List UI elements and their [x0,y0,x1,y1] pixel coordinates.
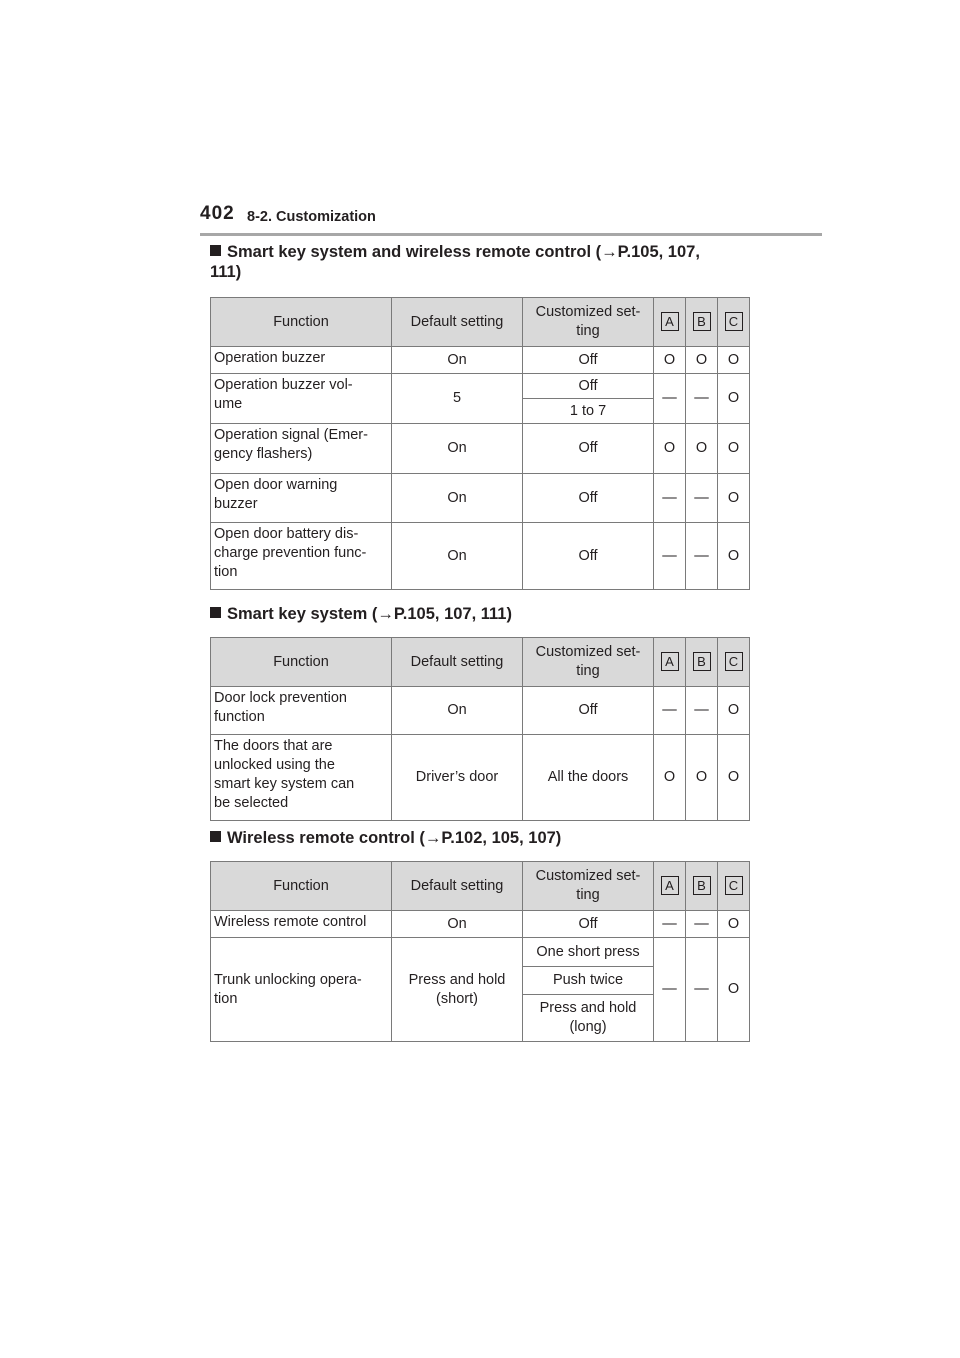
header-c [718,862,750,911]
table-row [211,938,750,967]
table-row [211,474,750,523]
cell-default: On [392,687,523,735]
cell-b: — [686,474,718,523]
table-row [211,374,750,399]
box-c: C [725,876,743,895]
cell-customized: Off [523,523,654,590]
table-header-row [211,862,750,911]
header-a [654,638,686,687]
cell-c: O [718,735,750,821]
page-number: 402 [200,203,235,224]
cell-a: — [654,911,686,938]
cell-default: Driver’s door [392,735,523,821]
cell-customized: Off [523,424,654,474]
table-smart-key-and-remote [210,297,750,590]
cell-customized: Off [523,687,654,735]
cell-a: — [654,474,686,523]
header-c [718,638,750,687]
cell-function: Operation buzzer vol- ume [211,374,392,424]
cell-b: — [686,687,718,735]
table-header-row [211,638,750,687]
cell-default: Press and hold (short) [392,938,523,1042]
header-function: Function [211,298,392,347]
cell-customized: Press and hold (long) [523,995,654,1042]
cell-c: O [718,938,750,1042]
cell-default: On [392,474,523,523]
box-b: B [693,652,711,671]
header-customized: Customized set- ting [523,298,654,347]
cell-customized: Off [523,374,654,399]
cell-customized: Off [523,347,654,374]
cell-a: — [654,374,686,424]
table-row [211,735,750,821]
cell-function: Operation signal (Emer- gency flashers) [211,424,392,474]
header-default: Default setting [392,638,523,687]
cell-a: — [654,938,686,1042]
header-rule [200,233,822,236]
header-default: Default setting [392,862,523,911]
table-row [211,424,750,474]
cell-customized: 1 to 7 [523,399,654,424]
cell-a: O [654,347,686,374]
cell-default: On [392,523,523,590]
square-bullet-icon [210,245,221,256]
box-b: B [693,312,711,331]
cell-a: — [654,523,686,590]
cell-b: O [686,347,718,374]
heading-wireless-remote [210,828,770,848]
cell-function: Open door warning buzzer [211,474,392,523]
header-b [686,638,718,687]
cell-customized: Off [523,911,654,938]
cell-customized: Off [523,474,654,523]
header-function: Function [211,638,392,687]
header-c [718,298,750,347]
heading-text: Smart key system and wireless remote control (→P.105, 107, 111) [210,243,700,281]
square-bullet-icon [210,831,221,842]
cell-b: — [686,911,718,938]
header-a [654,862,686,911]
cell-customized: All the doors [523,735,654,821]
square-bullet-icon [210,607,221,618]
cell-default: On [392,347,523,374]
header-default: Default setting [392,298,523,347]
box-c: C [725,312,743,331]
section-title: 8-2. Customization [247,209,376,225]
cell-function: The doors that are unlocked using the smart key system can be selected [211,735,392,821]
heading-text: Smart key system (→P.105, 107, 111) [227,605,512,623]
cell-c: O [718,374,750,424]
cell-c: O [718,424,750,474]
header-a [654,298,686,347]
cell-customized: Push twice [523,967,654,995]
header-b [686,862,718,911]
cell-c: O [718,474,750,523]
table-smart-key [210,637,750,821]
cell-c: O [718,687,750,735]
box-a: A [661,312,679,331]
cell-c: O [718,911,750,938]
table-row [211,687,750,735]
table-header-row [211,298,750,347]
cell-b: — [686,523,718,590]
cell-default: 5 [392,374,523,424]
cell-function: Wireless remote control [211,911,392,938]
table-row [211,347,750,374]
box-a: A [661,652,679,671]
header-customized: Customized set- ting [523,638,654,687]
heading-smart-key-and-remote [210,242,770,282]
heading-smart-key [210,604,770,624]
cell-c: O [718,523,750,590]
cell-a: — [654,687,686,735]
cell-function: Open door battery dis- charge prevention func- tion [211,523,392,590]
box-a: A [661,876,679,895]
box-b: B [693,876,711,895]
cell-b: O [686,735,718,821]
header-b [686,298,718,347]
header-customized: Customized set- ting [523,862,654,911]
cell-function: Operation buzzer [211,347,392,374]
cell-default: On [392,911,523,938]
table-wireless-remote [210,861,750,1042]
cell-customized: One short press [523,938,654,967]
box-c: C [725,652,743,671]
cell-a: O [654,424,686,474]
cell-function: Door lock prevention function [211,687,392,735]
cell-c: O [718,347,750,374]
cell-b: O [686,424,718,474]
cell-b: — [686,938,718,1042]
header-function: Function [211,862,392,911]
table-row [211,911,750,938]
cell-function: Trunk unlocking opera- tion [211,938,392,1042]
heading-text: Wireless remote control (→P.102, 105, 107) [227,829,562,847]
cell-default: On [392,424,523,474]
cell-b: — [686,374,718,424]
cell-a: O [654,735,686,821]
table-row [211,523,750,590]
